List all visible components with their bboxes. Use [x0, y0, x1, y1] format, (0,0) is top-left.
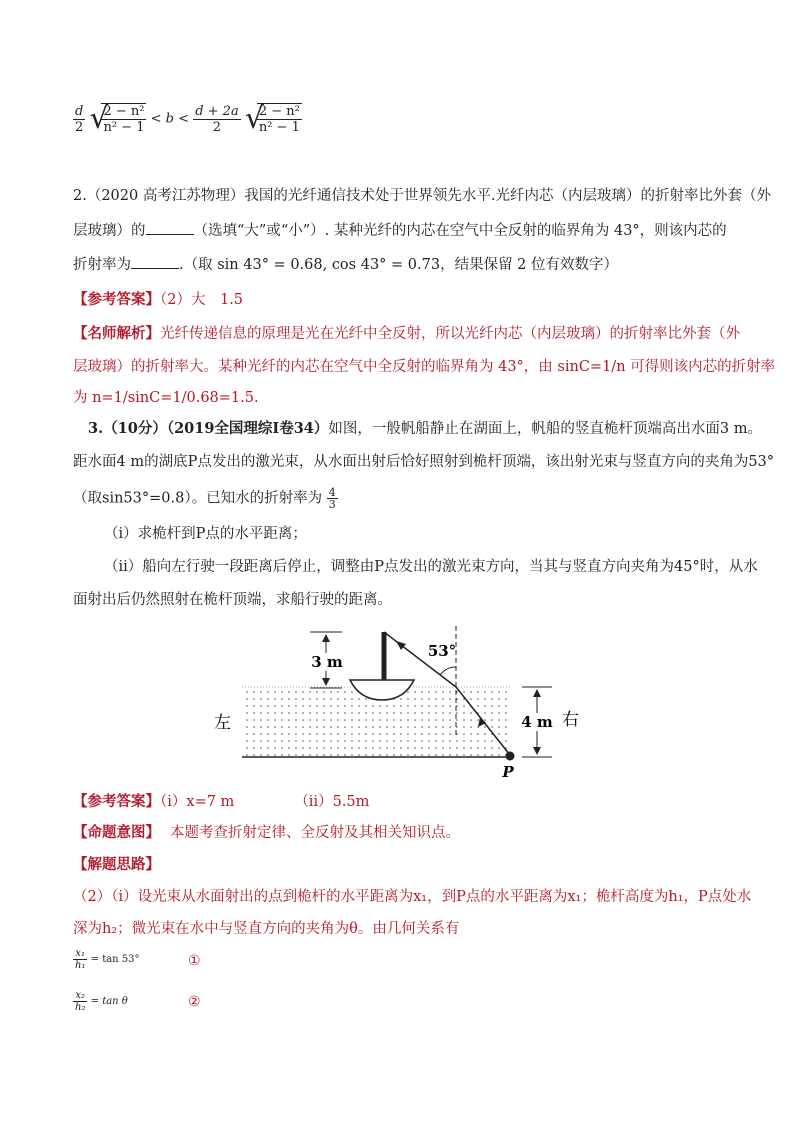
label-53-degree: 53°	[427, 642, 457, 660]
q3-intent: 【命题意图】 本题考查折射定律、全反射及其相关知识点。	[73, 824, 460, 841]
q3-answer: 【参考答案】（i）x=7 m （ii）5.5m	[73, 793, 370, 810]
q3-sub-ii-b: 面射出后仍然照射在桅杆顶端，求船行驶的距离。	[73, 592, 392, 608]
dim-4m-arrow-down	[533, 747, 541, 755]
label-3m: 3 m	[311, 653, 343, 671]
dim-3m-arrow-down	[322, 678, 330, 686]
q2-analysis-1: 【名师解析】光纤传递信息的原理是光在光纤中全反射，所以光纤内芯（内层玻璃）的折射率比外套（外	[73, 325, 740, 342]
q3-sub-ii-a: （ii）船向左行驶一段距离后停止，调整由P点发出的激光束方向，当其与竖直方向夹角为45°时，从水	[104, 559, 758, 575]
label-4m: 4 m	[521, 713, 553, 731]
q2-analysis-3: 为 n=1/sinC=1/0.68=1.5.	[73, 390, 259, 406]
point-p	[506, 752, 515, 761]
q3-line3: （取sin53°=0.8）。已知水的折射率为 $\frac{4}{3}$	[73, 486, 336, 511]
q3-idea-2: 深为h₂；微光束在水中与竖直方向的夹角为θ。由几何关系有	[73, 921, 460, 937]
q2-line3: 折射率为 .（取 sin 43° = 0.68, cos 43° = 0.73，结果保留 2 位有效数字）	[73, 254, 618, 275]
sailboat-laser-figure	[0, 620, 794, 820]
fraction-d-plus-2a: $\frac{d + 2a}{2}$	[195, 103, 239, 135]
radical-2: √ $\frac{\text{2 − n²}}{\text{n² − 1}}$	[244, 101, 300, 136]
ray-air-arrow	[396, 641, 406, 650]
radical: √ $\frac{\text{2 − n²}}{\text{n² − 1}}$	[89, 101, 145, 136]
label-p: P	[502, 763, 514, 781]
angle-arc	[440, 667, 456, 675]
equation-1-marker: ①	[188, 953, 201, 969]
answer-blank-2	[131, 254, 179, 269]
inequality-formula: $\frac{d}{2}$ √ $\frac{\text{2 − n²}}{\text{n² − 1}}$ < b < $\frac{d + 2a}{2}$ √ $\frac{\text{2 − n²}}{\text{n² − 1}}$	[75, 101, 300, 136]
q3-line1: 3.（10分）（2019全国理综I卷34）如图，一般帆船静止在湖面上，帆船的竖直桅杆顶端高出水面3 m。	[88, 420, 762, 437]
q2-line1: 2.（2020 高考江苏物理）我国的光纤通信技术处于世界领先水平.光纤内芯（内层玻璃）的折射率比外套（外	[73, 188, 771, 204]
q3-sub-i: （i）求桅杆到P点的水平距离；	[104, 526, 307, 542]
fraction-d-over-2: $\frac{d}{2}$	[75, 103, 84, 135]
dim-3m-arrow-up	[322, 634, 330, 642]
answer-blank-1	[146, 220, 194, 235]
q2-line2: 层玻璃）的 （选填“大”或“小”）. 某种光纤的内芯在空气中全反射的临界角为 43°，则该内芯的	[73, 220, 727, 241]
q3-line2: 距水面4 m的湖底P点发出的激光束，从水面出射后恰好照射到桅杆顶端，该出射光束与竖直方向的夹角为53°	[73, 454, 775, 470]
q3-idea-label: 【解题思路】	[73, 856, 160, 873]
equation-2-marker: ②	[188, 994, 201, 1010]
equation-1: $\frac{\text{x₁}}{\text{h₁}}$ = tan 53°	[75, 948, 140, 971]
label-left: 左	[214, 713, 231, 733]
q2-answer: 【参考答案】（2）大 1.5	[73, 291, 244, 308]
q3-idea-1: （2）（i）设光束从水面射出的点到桅杆的水平距离为x₁，到P点的水平距离为x₁；桅杆高度为h₁，P点处水	[73, 889, 752, 905]
dim-4m-arrow-up	[533, 689, 541, 697]
equation-2: $\frac{\text{x₂}}{\text{h₂}}$ = tan θ	[75, 990, 128, 1013]
q2-analysis-2: 层玻璃）的折射率大。某种光纤的内芯在空气中全反射的临界角为 43°，由 sinC=1/n 可得则该内芯的折射率	[73, 359, 776, 375]
label-right: 右	[562, 710, 579, 730]
fraction-4-over-3: $\frac{4}{3}$	[328, 486, 336, 511]
